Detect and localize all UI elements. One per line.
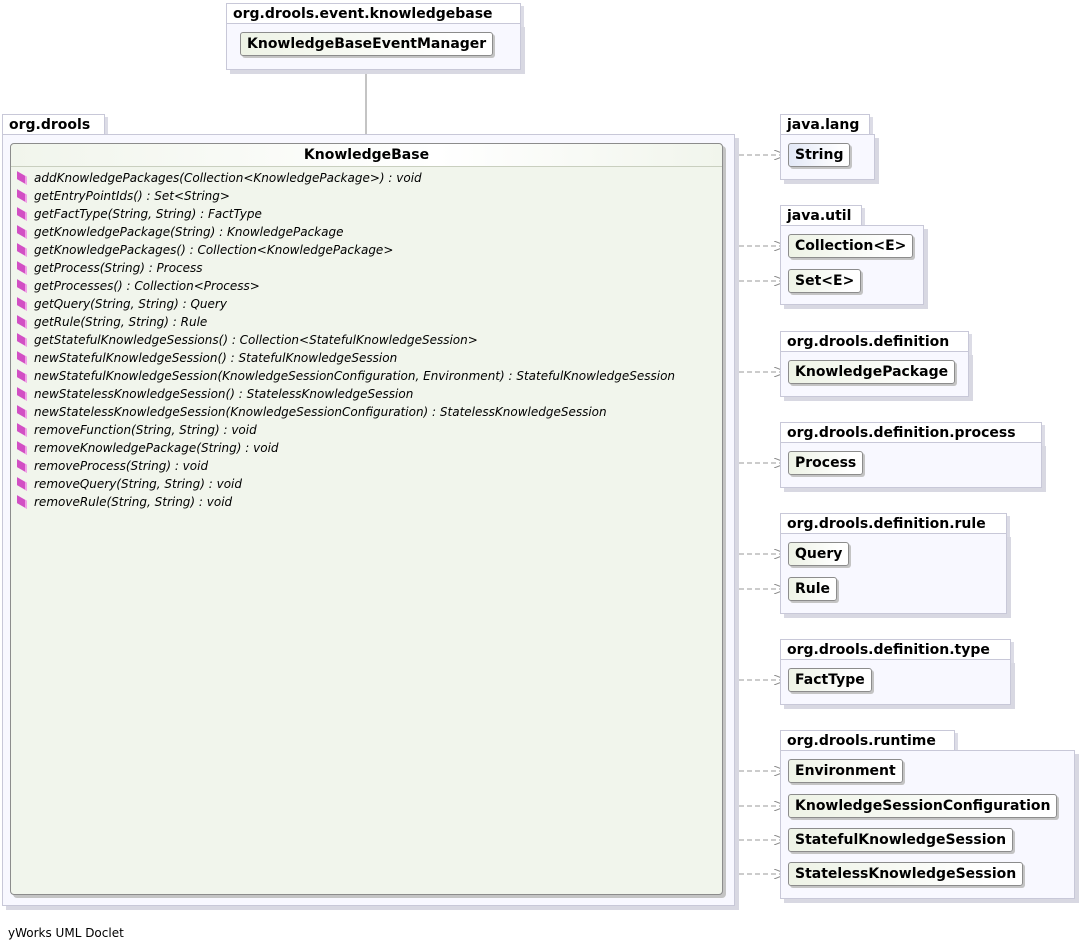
method-icon [17,351,27,365]
method-item[interactable] [11,475,722,493]
method-icon [17,207,27,221]
method-icon [17,333,27,347]
class-query[interactable]: Query [788,542,849,566]
method-icon [17,459,27,473]
class-rule[interactable]: Rule [788,577,837,601]
class-stateful-knowledge-session[interactable]: StatefulKnowledgeSession [788,828,1013,852]
method-item[interactable] [11,421,722,439]
method-icon [17,315,27,329]
method-icon [17,423,27,437]
method-icon [17,477,27,491]
method-signature: addKnowledgePackages(Collection<KnowledgePackage>) : void [34,171,422,185]
class-knowledge-package[interactable]: KnowledgePackage [788,360,955,384]
footer-credit: yWorks UML Doclet [8,926,124,940]
method-item[interactable] [11,313,722,331]
method-item[interactable] [11,169,722,187]
method-icon [17,189,27,203]
method-signature: newStatefulKnowledgeSession() : StatefulKnowledgeSession [34,351,398,365]
method-item[interactable] [11,277,722,295]
method-icon [17,243,27,257]
package-tab-java-util: java.util [780,205,862,226]
method-item[interactable] [11,385,722,403]
method-icon [17,405,27,419]
method-icon [17,495,27,509]
method-signature: getFactType(String, String) : FactType [34,207,262,221]
class-string[interactable]: String [788,143,850,167]
method-signature: getKnowledgePackage(String) : KnowledgePackage [34,225,344,239]
package-tab-event-knowledgebase: org.drools.event.knowledgebase [226,3,521,24]
method-icon [17,261,27,275]
method-signature: getStatefulKnowledgeSessions() : Collection<StatefulKnowledgeSession> [34,333,478,347]
method-item[interactable] [11,349,722,367]
method-item[interactable] [11,187,722,205]
method-signature: removeKnowledgePackage(String) : void [34,441,279,455]
class-collection[interactable]: Collection<E> [788,234,913,258]
package-tab-definition-process: org.drools.definition.process [780,422,1042,443]
method-item[interactable] [11,295,722,313]
package-tab-definition: org.drools.definition [780,331,969,352]
method-signature: removeQuery(String, String) : void [34,477,242,491]
method-icon [17,225,27,239]
method-icon [17,441,27,455]
method-item[interactable] [11,403,722,421]
method-item[interactable] [11,439,722,457]
method-signature: newStatefulKnowledgeSession(KnowledgeSessionConfiguration, Environment) : StatefulKnowledgeSession [34,369,676,383]
method-signature: getProcess(String) : Process [34,261,203,275]
method-signature: getProcesses() : Collection<Process> [34,279,260,293]
package-tab-runtime: org.drools.runtime [780,730,955,751]
method-icon [17,171,27,185]
method-list [11,167,722,511]
method-signature: newStatelessKnowledgeSession() : StatelessKnowledgeSession [34,387,414,401]
class-knowledge-base[interactable] [10,143,723,895]
class-stateless-knowledge-session[interactable]: StatelessKnowledgeSession [788,862,1023,886]
package-tab-drools: org.drools [2,114,105,135]
package-tab-definition-type: org.drools.definition.type [780,639,1011,660]
method-signature: removeFunction(String, String) : void [34,423,257,437]
method-signature: removeProcess(String) : void [34,459,209,473]
method-item[interactable] [11,205,722,223]
method-icon [17,297,27,311]
method-item[interactable] [11,223,722,241]
method-icon [17,279,27,293]
method-item[interactable] [11,331,722,349]
method-item[interactable] [11,457,722,475]
method-signature: getRule(String, String) : Rule [34,315,208,329]
method-signature: newStatelessKnowledgeSession(KnowledgeSessionConfiguration) : StatelessKnowledgeSession [34,405,607,419]
class-process[interactable]: Process [788,451,863,475]
class-fact-type[interactable]: FactType [788,668,872,692]
class-set[interactable]: Set<E> [788,269,861,293]
method-signature: getQuery(String, String) : Query [34,297,227,311]
class-title: KnowledgeBase [11,144,722,167]
method-signature: getKnowledgePackages() : Collection<KnowledgePackage> [34,243,394,257]
method-item[interactable] [11,259,722,277]
package-tab-definition-rule: org.drools.definition.rule [780,513,1007,534]
method-icon [17,369,27,383]
method-signature: getEntryPointIds() : Set<String> [34,189,230,203]
method-icon [17,387,27,401]
class-knowledge-base-event-manager[interactable]: KnowledgeBaseEventManager [240,32,493,56]
method-item[interactable] [11,241,722,259]
method-signature: removeRule(String, String) : void [34,495,233,509]
class-knowledge-session-configuration[interactable]: KnowledgeSessionConfiguration [788,794,1057,818]
method-item[interactable] [11,367,722,385]
method-item[interactable] [11,493,722,511]
package-tab-java-lang: java.lang [780,114,870,135]
class-environment[interactable]: Environment [788,759,903,783]
